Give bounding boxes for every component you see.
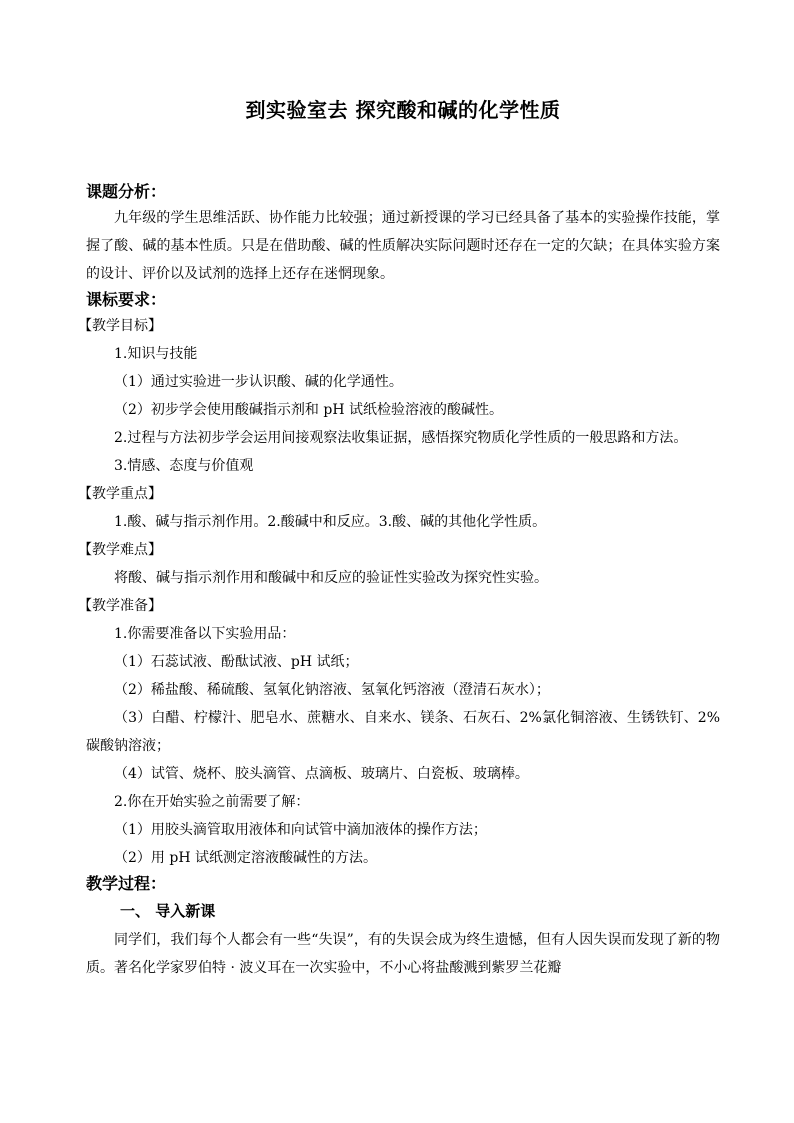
goals-label: 【教学目标】 (78, 318, 162, 334)
preparation-item-materials: 1.你需要准备以下实验用品： (114, 626, 296, 642)
page-title: 到实验室去 探究酸和碱的化学性质 (245, 98, 561, 122)
goals-item-knowledge-sub2: （2）初步学会使用酸碱指示剂和 pH 试纸检验溶液的酸碱性。 (114, 402, 503, 418)
preparation-item-knowledge: 2.你在开始实验之前需要了解： (114, 794, 310, 810)
key-points-label: 【教学重点】 (78, 486, 162, 502)
process-step-1-text: 同学们，我们每个人都会有一些“失误”，有的失误会成为终生遗憾，但有人因失误而发现了新的物质。著名化学家罗伯特 · 波义耳在一次实验中，不小心将盐酸溅到紫罗兰花瓣 (86, 932, 720, 976)
title-spacer (86, 130, 720, 180)
preparation-knowledge-sub2: （2）用 pH 试纸测定溶液酸碱性的方法。 (114, 850, 377, 866)
preparation-knowledge-sub1: （1）用胶头滴管取用液体和向试管中滴加液体的操作方法； (114, 822, 487, 838)
preparation-materials-sub3: （3）白醋、柠檬汁、肥皂水、蔗糖水、自来水、镁条、石灰石、2%氯化铜溶液、生锈铁钉、2%碳酸钠溶液； (86, 710, 720, 754)
goals-item-process: 2.过程与方法初步学会运用间接观察法收集证据，感悟探究物质化学性质的一般思路和方法。 (114, 430, 688, 446)
preparation-materials-sub2: （2）稀盐酸、稀硫酸、氢氧化钠溶液、氢氧化钙溶液（澄清石灰水）； (114, 682, 550, 698)
key-points-text: 1.酸、碱与指示剂作用。2.酸碱中和反应。3.酸、碱的其他化学性质。 (114, 514, 547, 530)
difficulties-label: 【教学难点】 (78, 542, 162, 558)
difficulties-text: 将酸、碱与指示剂作用和酸碱中和反应的验证性实验改为探究性实验。 (114, 570, 548, 586)
process-step-1-title: 一、 导入新课 (120, 902, 216, 920)
preparation-label: 【教学准备】 (78, 598, 162, 614)
goals-item-attitude: 3.情感、态度与价值观 (114, 458, 254, 474)
goals-item-knowledge-sub1: （1）通过实验进一步认识酸、碱的化学通性。 (114, 374, 403, 390)
goals-item-knowledge: 1.知识与技能 (114, 346, 198, 362)
analysis-heading: 课题分析： (86, 182, 167, 201)
process-heading: 教学过程： (86, 874, 167, 893)
standards-heading: 课标要求： (86, 290, 167, 309)
preparation-materials-sub1: （1）石蕊试液、酚酞试液、pH 试纸； (114, 654, 359, 670)
analysis-paragraph: 九年级的学生思维活跃、协作能力比较强；通过新授课的学习已经具备了基本的实验操作技能，掌握了酸、碱的基本性质。只是在借助酸、碱的性质解决实际问题时还存在一定的欠缺；在具体实验方案的设计、评价以及试剂的选择上还存在迷惘现象。 (86, 210, 720, 282)
preparation-materials-sub4: （4）试管、烧杯、胶头滴管、点滴板、玻璃片、白瓷板、玻璃棒。 (114, 766, 529, 782)
